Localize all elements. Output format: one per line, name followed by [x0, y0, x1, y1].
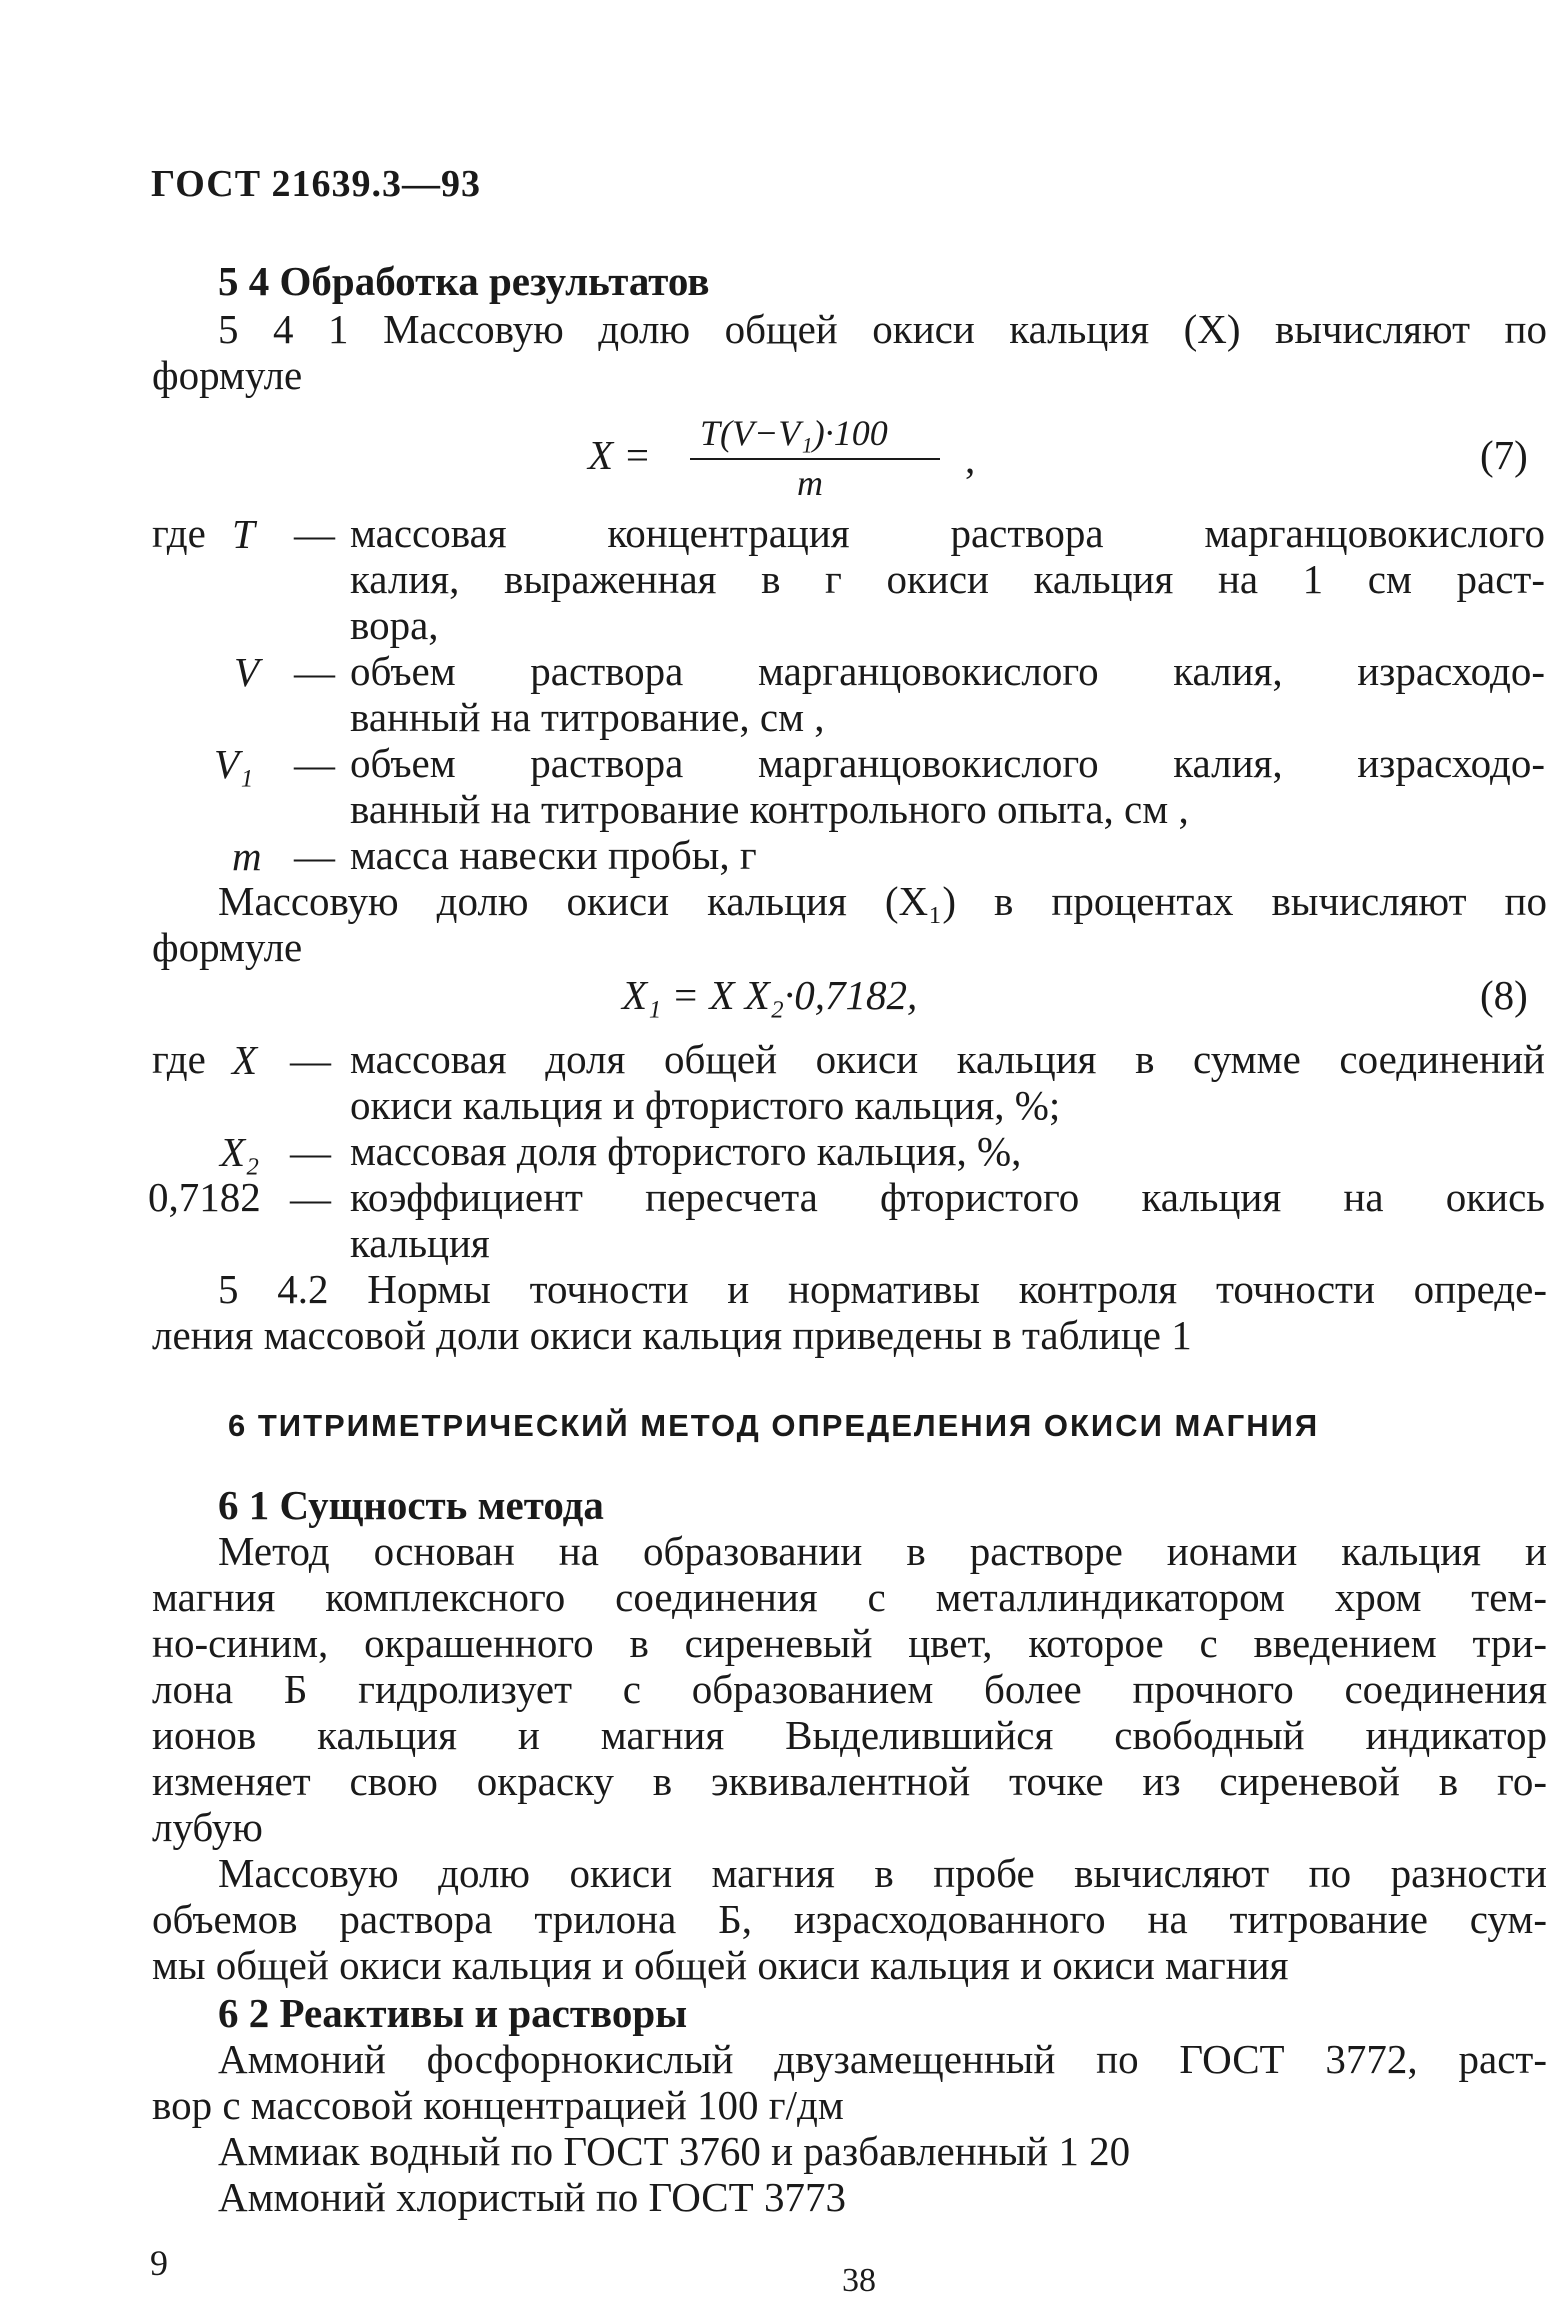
def-dash: —: [294, 741, 335, 787]
paragraph-line: Метод основан на образовании в растворе ионами кальция и: [218, 1528, 1547, 1574]
paragraph-5-4-2: [152, 1266, 1547, 1358]
where-label: где: [152, 510, 206, 556]
def-v1-text: [350, 740, 1545, 832]
def-line: калия, выраженная в г окиси кальция на 1 см раст-: [350, 556, 1545, 602]
section-5-4-title: 5 4 Обработка результатов: [218, 258, 710, 304]
paragraph-line: но-синим, окрашенного в сиреневый цвет, которое с введением три-: [152, 1620, 1547, 1666]
paragraph-line: лубую: [152, 1804, 263, 1850]
paragraph-line: магния комплексного соединения с металлиндикатором хром тем-: [152, 1574, 1547, 1620]
def-symbol-v: V: [234, 649, 260, 695]
paragraph-line: 5 4 1 Массовую долю общей окиси кальция (X) вычисляют по: [218, 306, 1547, 352]
def-symbol-x: X: [232, 1037, 258, 1083]
def-dash: —: [294, 511, 335, 557]
paragraph-line: лона Б гидролизует с образованием более прочного соединения: [152, 1666, 1547, 1712]
paragraph-line: ления массовой доли окиси кальция приведены в таблице 1: [152, 1312, 1192, 1358]
paragraph-x1: [152, 878, 1547, 970]
paragraph-6-1-b: [152, 1850, 1547, 1988]
def-dash: —: [294, 833, 335, 879]
reagent-ammonium-chloride: Аммоний хлористый по ГОСТ 3773: [218, 2174, 846, 2220]
def-line: ванный на титрование контрольного опыта, см ,: [350, 786, 1189, 832]
paragraph-line: вор с массовой концентрацией 100 г/дм: [152, 2082, 844, 2128]
where-label: где: [152, 1036, 206, 1082]
def-t-text: [350, 510, 1545, 648]
def-line: массовая концентрация раствора марганцовокислого: [350, 510, 1545, 556]
paragraph-6-1: [152, 1528, 1547, 1850]
formula-7-denominator: m: [797, 463, 823, 503]
paragraph-line: Массовую долю окиси магния в пробе вычисляют по разности: [218, 1850, 1547, 1896]
formula-7-numerator: T(V−V₁)·100: [700, 413, 888, 453]
def-m-text: масса навески пробы, г: [350, 832, 757, 878]
paragraph-line: Аммоний фосфорнокислый двузамещенный по ГОСТ 3772, раст-: [218, 2036, 1547, 2082]
page-number: 38: [842, 2262, 876, 2299]
reagent-ammonia: Аммиак водный по ГОСТ 3760 и разбавленный 1 20: [218, 2128, 1131, 2174]
def-symbol-t: T: [232, 511, 255, 557]
def-dash: —: [290, 1129, 331, 1175]
def-dash: —: [294, 649, 335, 695]
def-line: коэффициент пересчета фтористого кальция на окись: [350, 1174, 1545, 1220]
formula-8-number: (8): [1480, 972, 1528, 1018]
paragraph-line: Массовую долю окиси кальция (X₁) в процентах вычисляют по: [218, 878, 1547, 924]
formula-7-number: (7): [1480, 432, 1528, 478]
formula-7-fraction-line: [690, 458, 940, 460]
def-dash: —: [290, 1175, 331, 1221]
paragraph-line: 5 4.2 Нормы точности и нормативы контроля точности опреде-: [218, 1266, 1547, 1312]
paragraph-line: формуле: [152, 352, 303, 398]
paragraph-line: объемов раствора трилона Б, израсходованного на титрование сум-: [152, 1896, 1547, 1942]
def-symbol-coefficient: 0,7182: [148, 1174, 261, 1220]
def-coefficient-text: [350, 1174, 1545, 1266]
formula-8: X₁ = X X₂·0,7182,: [622, 972, 918, 1018]
def-symbol-v1: V₁: [214, 741, 254, 787]
def-line: вора,: [350, 602, 439, 648]
paragraph-5-4-1: [152, 306, 1547, 398]
section-6-heading: 6 ТИТРИМЕТРИЧЕСКИЙ МЕТОД ОПРЕДЕЛЕНИЯ ОКИСИ МАГНИЯ: [228, 1408, 1320, 1443]
section-6-1-title: 6 1 Сущность метода: [218, 1482, 604, 1528]
def-symbol-x2: X₂: [220, 1129, 260, 1175]
document-header: ГОСТ 21639.3—93: [151, 163, 482, 205]
def-line: массовая доля общей окиси кальция в сумме соединений: [350, 1036, 1545, 1082]
def-line: объем раствора марганцовокислого калия, израсходо-: [350, 648, 1545, 694]
paragraph-line: изменяет свою окраску в эквивалентной точке из сиреневой в го-: [152, 1758, 1547, 1804]
def-x-text: [350, 1036, 1545, 1128]
paragraph-line: ионов кальция и магния Выделившийся свободный индикатор: [152, 1712, 1547, 1758]
def-x2-text: массовая доля фтористого кальция, %,: [350, 1128, 1022, 1174]
def-line: кальция: [350, 1220, 490, 1266]
reagent-ammonium-phosphate: [152, 2036, 1547, 2128]
def-symbol-m: m: [232, 833, 262, 879]
paragraph-line: формуле: [152, 924, 303, 970]
def-line: объем раствора марганцовокислого калия, израсходо-: [350, 740, 1545, 786]
footer-left-number: 9: [150, 2243, 168, 2283]
paragraph-line: мы общей окиси кальция и общей окиси кальция и окиси магния: [152, 1942, 1289, 1988]
def-v-text: [350, 648, 1545, 740]
def-line: ванный на титрование, см ,: [350, 694, 825, 740]
formula-7-lhs: X =: [588, 432, 651, 478]
def-dash: —: [290, 1037, 331, 1083]
section-6-2-title: 6 2 Реактивы и растворы: [218, 1990, 688, 2036]
formula-7-comma: ,: [965, 436, 976, 482]
def-line: окиси кальция и фтористого кальция, %;: [350, 1082, 1061, 1128]
